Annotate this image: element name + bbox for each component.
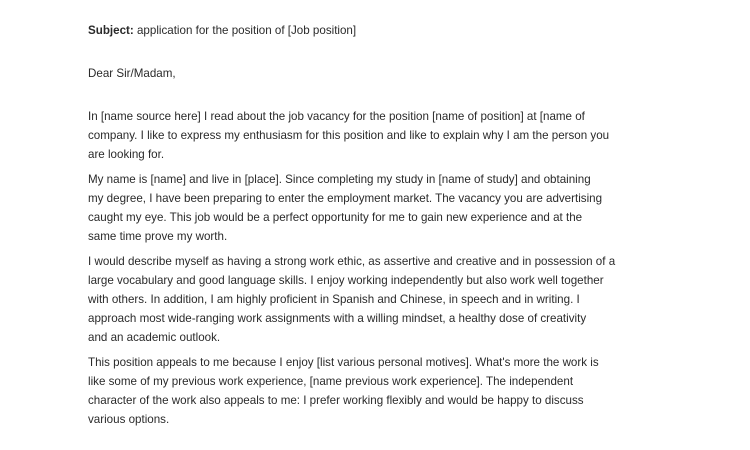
subject-label: Subject: (88, 24, 134, 37)
paragraph-motivation: This position appeals to me because I enjoy [list various personal motives]. What's more the work is like some of my previous work experience, [name previous work experience]. The independent character of the work also appeals to me: I prefer working flexibly and would be happy to discuss various options. (88, 356, 599, 426)
paragraph-source: In [name source here] I read about the job vacancy for the position [name of position] at [name of company. I like to express my enthusiasm for this position and like to explain why I am the person you are looking for. (88, 110, 610, 161)
paragraph-introduction: My name is [name] and live in [place]. Since completing my study in [name of study] and obtaining my degree, I have been preparing to enter the employment market. The vacancy you are advertising caught my eye. This job would be a perfect opportunity for me to gain new experience and at the same time prove my worth. (88, 173, 603, 243)
subject-line (88, 21, 688, 40)
salutation: Dear Sir/Madam, (88, 67, 176, 80)
letter-body (88, 21, 688, 429)
subject-text: application for the position of [Job position] (133, 24, 357, 37)
paragraph-qualities: I would describe myself as having a strong work ethic, as assertive and creative and in possession of a large vocabulary and good language skills. I enjoy working independently but also work well together with others. In addition, I am highly proficient in Spanish and Chinese, in speech and in writing. I approach most wide-ranging work assignments with a willing mindset, a healthy dose of creativity and an academic outlook. (88, 255, 616, 344)
